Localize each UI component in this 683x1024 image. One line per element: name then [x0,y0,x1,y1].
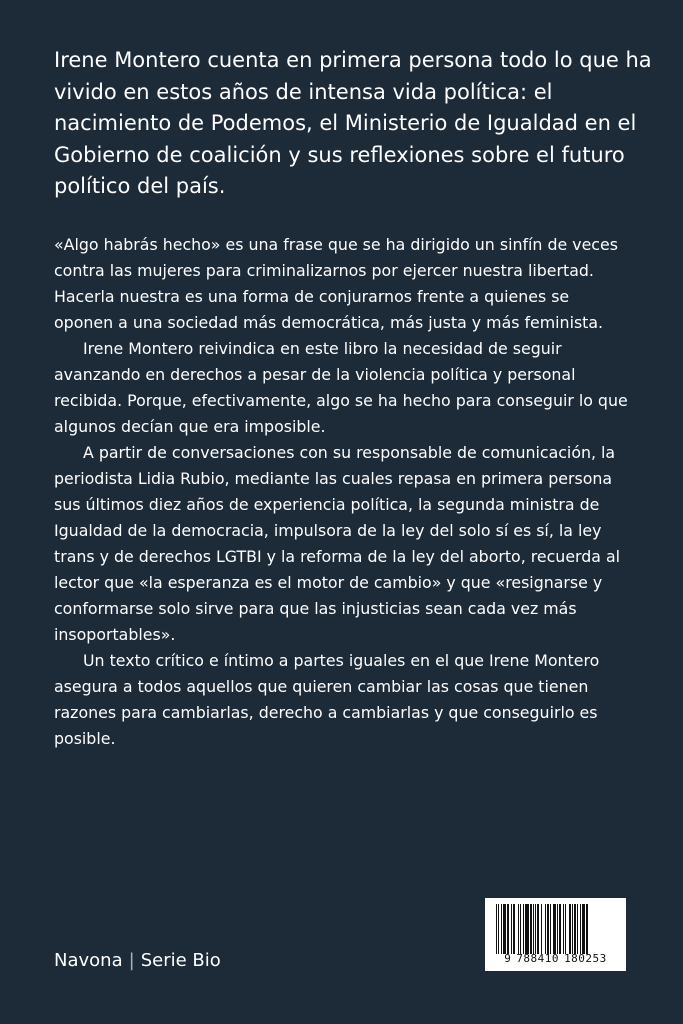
barcode-bar [574,904,576,954]
barcode-digit-group-1: 788410 [516,952,560,965]
barcode-bar [511,904,512,954]
barcode-bar [523,904,524,954]
publisher-separator: | [128,950,135,971]
barcode-bar [520,904,521,954]
synopsis-paragraph-2: Irene Montero reivindica en este libro la necesidad de seguir avanzando en derechos a pesar de la violencia política y personal recibida. Porque, efectivamente, algo se ha hecho para conseguir lo que algunos decían que era imposible. [54,339,628,436]
synopsis-paragraph-3: A partir de conversaciones con su responsable de comunicación, la periodista Lidia Rubio, mediante las cuales repasa en primera persona sus últimos diez años de experiencia política, la segunda ministra de Igualdad de la democracia, impulsora de la ley del solo sí es sí, la ley trans y de derechos LGTBI y la reforma de la ley del aborto, recuerda al lector que «la esperanza es el motor de cambio» y que «resignarse y conformarse solo sirve para que las injusticias sean cada vez más insoportables». [54,443,621,644]
barcode-bar [580,904,581,954]
synopsis-paragraph-4: Un texto crítico e íntimo a partes iguales en el que Irene Montero asegura a todos aquellos que quieren cambiar las cosas que tienen razones para cambiarlas, derecho a cambiarlas y que conseguirlo es posible. [54,651,600,748]
barcode-digit-first: 9 [504,952,512,965]
barcode-bar [535,904,536,954]
barcode-bar [501,904,502,954]
barcode-bar [545,904,546,954]
barcode-bar [503,904,506,954]
barcode-bar [530,904,532,954]
barcode-digit-group-2: 180253 [564,952,607,965]
barcode-bar [547,904,549,954]
barcode-bar [518,904,519,954]
barcode-bar [572,904,573,954]
barcode-bar [507,904,509,954]
barcode-bar [569,904,571,954]
barcode-bar [557,904,558,954]
barcode-bar [550,904,551,954]
barcode-bar [496,904,497,954]
synopsis-body [54,232,629,752]
publisher-name: Navona [54,950,123,971]
lead-paragraph: Irene Montero cuenta en primera persona todo lo que ha vivido en estos años de intensa vida política: el nacimiento de Podemos, el Ministerio de Igualdad en el Gobierno de coalición y sus reflexiones sobre el futuro político del país. [54,48,652,198]
barcode-bar [513,904,515,954]
barcode-bar [537,904,539,954]
barcode-bars [494,904,617,954]
barcode-bar [586,904,588,954]
barcode-bar [525,904,529,954]
barcode-bar [533,904,534,954]
barcode-bar [559,904,561,954]
barcode-bar [563,904,564,954]
barcode-bar [553,904,556,954]
barcode-digits [485,952,626,965]
barcode-bar [541,904,542,954]
publisher-imprint [54,949,221,973]
barcode-bar [565,904,566,954]
synopsis-paragraph-1: «Algo habrás hecho» es una frase que se ha dirigido un sinfín de veces contra las mujeres para criminalizarnos por ejercer nuestra libertad. Hacerla nuestra es una forma de conjurarnos frente a quienes se oponen a una sociedad más democrática, más justa y más feminista. [54,235,618,332]
barcode-bar [577,904,578,954]
barcode-bar [498,904,499,954]
barcode-bar [582,904,585,954]
series-name: Serie Bio [140,950,221,971]
isbn-barcode [485,898,626,971]
